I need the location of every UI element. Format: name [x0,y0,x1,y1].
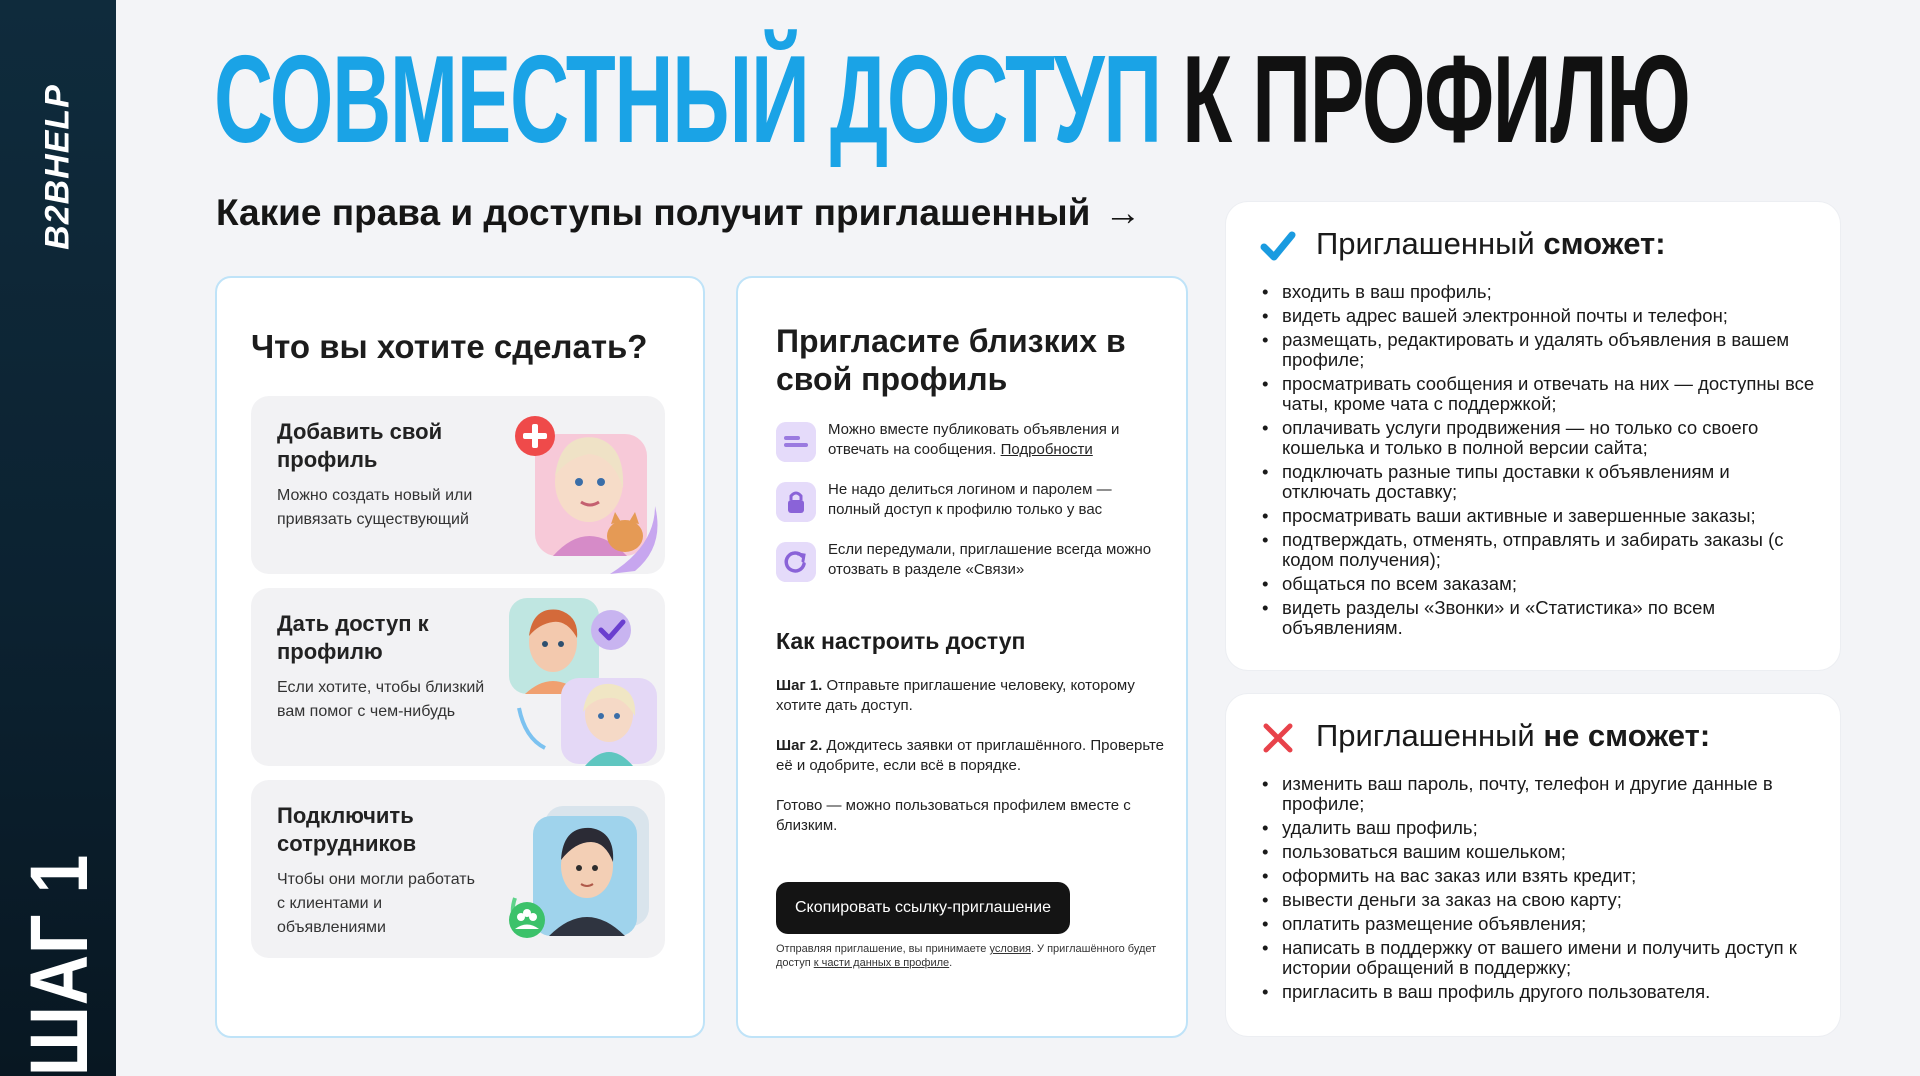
check-icon [1258,226,1298,266]
can-list [1262,282,1822,642]
feature-text: Если передумали, приглашение всегда можно отозвать в разделе «Связи» [828,541,1152,578]
data-access-link[interactable]: к части данных в профиле [813,957,950,969]
copy-invite-link-button[interactable]: Скопировать ссылку-приглашение [776,882,1070,934]
terms-text: . [949,957,953,969]
option-add-employees[interactable] [251,780,665,958]
heading-prefix: Приглашенный [1316,718,1544,753]
page-subtitle [216,192,1141,234]
title-dark: К ПРОФИЛЮ [1182,31,1690,169]
can-panel [1226,202,1840,670]
setup-step [776,796,1166,836]
list-item: • подключать разные типы доставки к объявлениям и отключать доставку; [1262,462,1822,502]
option-title: Подключить сотрудников [277,803,417,856]
terms-text: Отправляя приглашение, вы принимаете [776,943,990,955]
invite-card [736,276,1188,1038]
chat-icon [776,422,816,462]
list-item: • подтверждать, отменять, отправлять и забирать заказы (с кодом получения); [1262,530,1822,570]
left-strip [0,0,116,1076]
two-people-illustration [505,588,665,766]
list-item: • пользоваться вашим кошельком; [1262,842,1822,862]
list-item: • просматривать ваши активные и завершенные заказы; [1262,506,1822,526]
list-item: • общаться по всем заказам; [1262,574,1822,594]
option-desc: Можно создать новый или привязать существующий [277,487,473,528]
list-item: • изменить ваш пароль, почту, телефон и другие данные в профиле; [1262,774,1822,814]
invite-card-title: Пригласите близких в свой профиль [776,323,1126,397]
step-label [14,853,105,1076]
terms-text: . У приглашённого будет доступ [776,943,1157,969]
terms-link[interactable]: условия [989,943,1031,955]
brand-label: B2BHELP [38,84,77,250]
terms-note [776,942,1166,970]
title-blue: СОВМЕСТНЫЙ ДОСТУП [214,31,1161,169]
brand-logo [40,72,76,262]
feature-item [776,540,1166,590]
page-title [214,30,1689,170]
list-item: • оплачивать услуги продвижения — но только со своего кошелька и только в полной версии сайта; [1262,418,1822,458]
feature-text: Не надо делиться логином и паролем — полный доступ к профилю только у вас [828,481,1112,518]
setup-title: Как настроить доступ [776,628,1026,654]
step-text: ШАГ 1 [14,853,105,1076]
list-item: • вывести деньги за заказ на свою карту; [1262,890,1822,910]
man-employee-illustration [505,780,665,958]
step-text: Готово — можно пользоваться профилем вместе с близким. [776,797,1131,834]
list-item: • просматривать сообщения и отвечать на них — доступны все чаты, кроме чата с поддержкой; [1262,374,1822,414]
heading-bold: не сможет: [1543,718,1711,753]
step-text: Отправьте приглашение человеку, которому хотите дать доступ. [776,677,1135,714]
option-desc: Если хотите, чтобы близкий вам помог с чем-нибудь [277,679,485,720]
cross-icon [1258,718,1298,758]
step-label: Шаг 2. [776,737,823,754]
list-item: • оплатить размещение объявления; [1262,914,1822,934]
list-item: • видеть разделы «Звонки» и «Статистика» по всем объявлениям. [1262,598,1822,638]
heading-bold: сможет: [1543,226,1666,261]
step-label: Шаг 1. [776,677,823,694]
feature-text-body: Можно вместе публиковать объявления и отвечать на сообщения. [828,421,1120,458]
list-item: • написать в поддержку от вашего имени и получить доступ к истории обращений в поддержку; [1262,938,1822,978]
option-title: Дать доступ к профилю [277,611,429,664]
details-link[interactable]: Подробности [1000,441,1093,458]
list-item: • размещать, редактировать и удалять объявления в вашем профиле; [1262,330,1822,370]
step-text: Дождитесь заявки от приглашённого. Проверьте её и одобрите, если всё в порядке. [776,737,1165,774]
revoke-icon [776,542,816,582]
list-item: • пригласить в ваш профиль другого пользователя. [1262,982,1822,1002]
choice-card-title: Что вы хотите сделать? [251,328,648,365]
list-item: • оформить на вас заказ или взять кредит; [1262,866,1822,886]
can-heading [1258,224,1666,264]
setup-step [776,736,1166,776]
lock-icon [776,482,816,522]
cannot-list [1262,774,1822,1006]
list-item: • удалить ваш профиль; [1262,818,1822,838]
cannot-heading [1258,716,1710,756]
setup-step [776,676,1166,716]
feature-item [776,420,1166,470]
feature-item [776,480,1166,530]
option-give-access[interactable] [251,588,665,766]
plus-icon [513,414,557,458]
feature-text [828,420,1168,460]
list-item: • входить в ваш профиль; [1262,282,1822,302]
arrow-right-icon: → [1104,192,1142,233]
option-title: Добавить свой профиль [277,419,443,472]
choice-card [215,276,705,1038]
heading-prefix: Приглашенный [1316,226,1544,261]
option-add-profile[interactable] [251,396,665,574]
cannot-panel [1226,694,1840,1036]
option-desc: Чтобы они могли работать с клиентами и объявлениями [277,871,475,936]
subtitle-text: Какие права и доступы получит приглашенный [216,192,1091,233]
list-item: • видеть адрес вашей электронной почты и телефон; [1262,306,1822,326]
